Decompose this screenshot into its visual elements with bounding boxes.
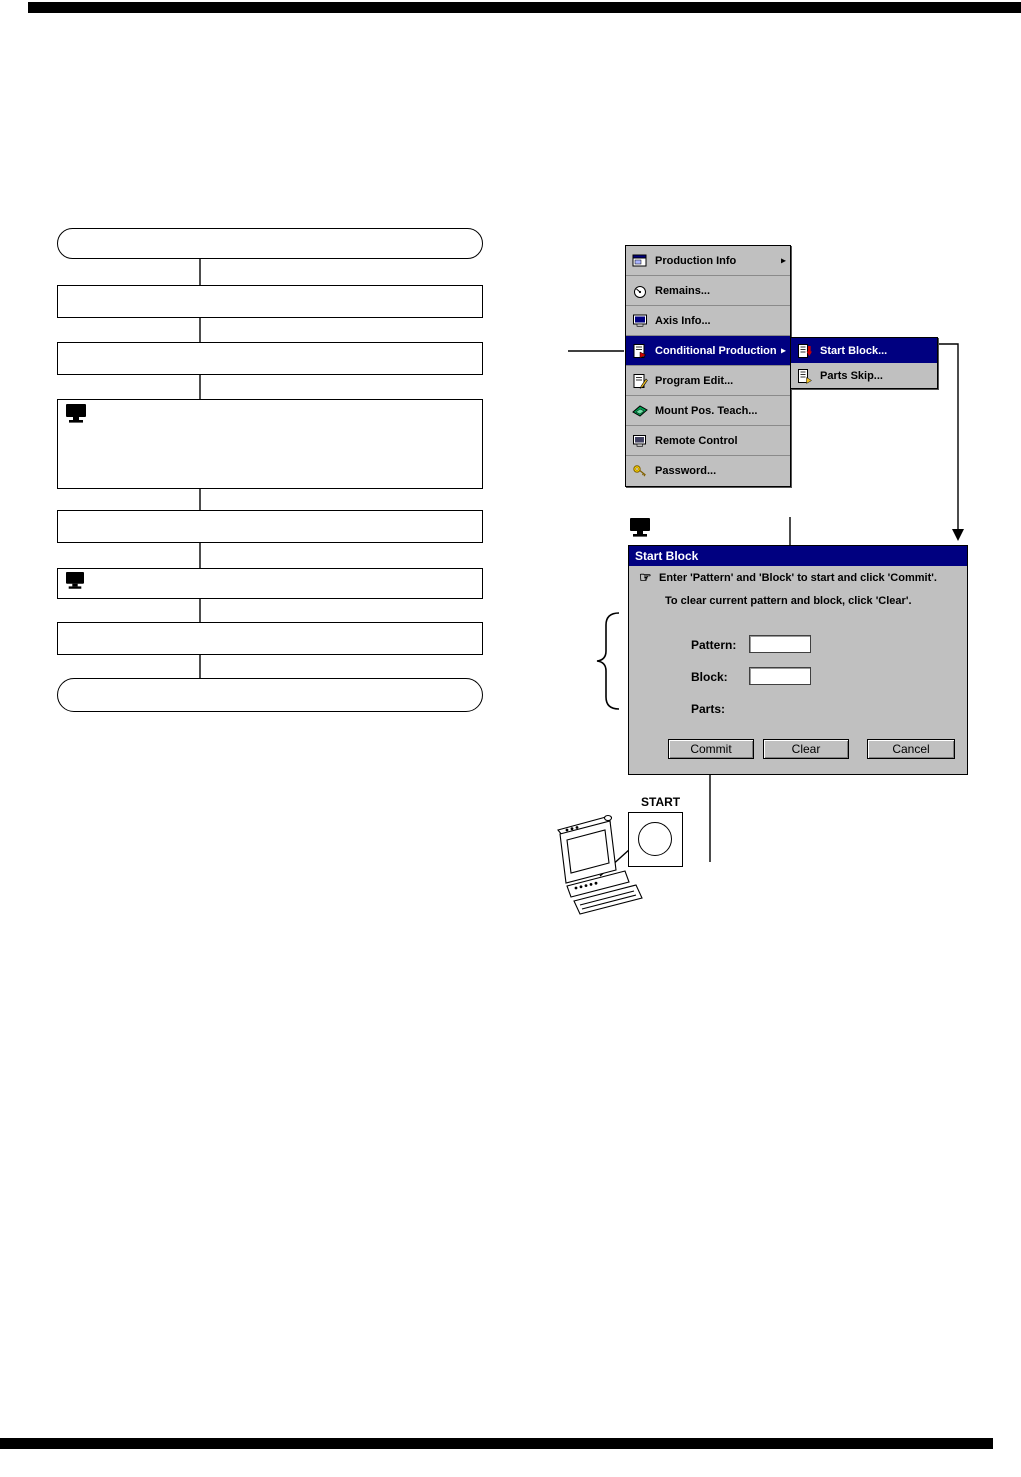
arrow-head-icon xyxy=(952,529,964,541)
flowchart-box-end xyxy=(57,678,483,712)
remains-icon xyxy=(630,283,650,299)
menu-item-label: Conditional Production xyxy=(655,344,777,357)
menu-item-conditional-production[interactable] xyxy=(626,336,790,366)
context-menu xyxy=(625,245,791,487)
menu-item-axis-info[interactable] xyxy=(626,306,790,336)
submenu-item-label: Start Block... xyxy=(820,344,888,357)
block-label: Block: xyxy=(691,670,728,684)
conditional-production-submenu xyxy=(790,337,938,389)
page-top-rule xyxy=(28,2,1021,13)
conditional-production-icon xyxy=(630,343,650,359)
flowchart-box-2 xyxy=(57,285,483,318)
clear-button[interactable]: Clear xyxy=(763,739,849,759)
flowchart-box-start xyxy=(57,228,483,259)
flowchart-box-6 xyxy=(57,568,483,599)
parts-label: Parts: xyxy=(691,702,726,716)
parts-skip-icon xyxy=(795,368,815,384)
block-input[interactable] xyxy=(749,667,811,685)
menu-item-label: Mount Pos. Teach... xyxy=(655,404,758,417)
menu-item-password[interactable] xyxy=(626,456,790,486)
menu-item-label: Remains... xyxy=(655,284,711,297)
flowchart-box-5 xyxy=(57,510,483,543)
dialog-instruction-line1: Enter 'Pattern' and 'Block' to start and click 'Commit'. xyxy=(659,572,937,584)
menu-item-production-info[interactable] xyxy=(626,246,790,276)
commit-button[interactable]: Commit xyxy=(668,739,754,759)
dialog-title: Start Block xyxy=(635,549,699,563)
menu-item-remains[interactable] xyxy=(626,276,790,306)
page-bottom-rule xyxy=(0,1438,993,1449)
cancel-button[interactable]: Cancel xyxy=(867,739,955,759)
submenu-arrow-icon: ▸ xyxy=(780,345,786,356)
start-button-label: START xyxy=(641,795,681,809)
pattern-input[interactable] xyxy=(749,635,811,653)
password-icon xyxy=(630,463,650,479)
monitor-icon xyxy=(628,518,652,543)
menu-item-label: Production Info xyxy=(655,254,737,267)
submenu-item-start-block[interactable] xyxy=(791,338,937,363)
start-button-circle[interactable] xyxy=(638,822,672,856)
program-edit-icon xyxy=(630,373,650,389)
production-info-icon xyxy=(630,253,650,269)
pointing-hand-icon: ☞ xyxy=(639,569,652,585)
menu-item-label: Axis Info... xyxy=(655,314,711,327)
dialog-instruction-line2: To clear current pattern and block, click 'Clear'. xyxy=(665,595,912,607)
menu-item-mount-pos-teach[interactable] xyxy=(626,396,790,426)
menu-item-label: Program Edit... xyxy=(655,374,734,387)
flowchart-box-7 xyxy=(57,622,483,655)
submenu-item-label: Parts Skip... xyxy=(820,369,883,382)
menu-item-remote-control[interactable] xyxy=(626,426,790,456)
menu-item-label: Password... xyxy=(655,465,717,477)
axis-info-icon xyxy=(630,313,650,329)
remote-control-icon xyxy=(630,433,650,449)
flowchart-box-4 xyxy=(57,399,483,489)
start-block-dialog xyxy=(628,545,968,775)
dialog-titlebar[interactable] xyxy=(629,546,967,566)
start-block-icon xyxy=(795,343,815,359)
mount-pos-teach-icon xyxy=(630,403,650,419)
menu-item-label: Remote Control xyxy=(655,434,738,447)
start-button[interactable] xyxy=(628,812,683,867)
brace xyxy=(597,613,619,709)
monitor-icon xyxy=(64,572,86,595)
menu-item-program-edit[interactable] xyxy=(626,366,790,396)
submenu-arrow-icon: ▸ xyxy=(780,255,786,266)
flowchart-box-3 xyxy=(57,342,483,375)
pattern-label: Pattern: xyxy=(691,638,737,652)
monitor-icon xyxy=(64,404,88,429)
submenu-item-parts-skip[interactable] xyxy=(791,363,937,388)
